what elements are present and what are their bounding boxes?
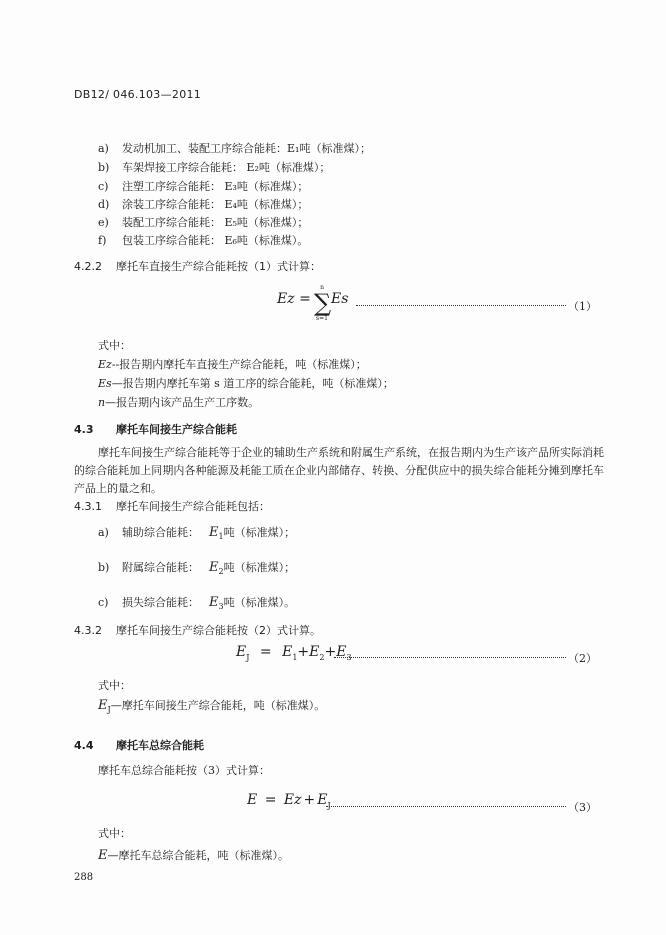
eq3-term2-sub: J — [327, 800, 331, 810]
eq2-term2: E — [309, 644, 320, 660]
list-text: 包装工序综合能耗： E₆吨（标准煤）。 — [122, 234, 309, 247]
equation-number-1: （1） — [568, 300, 597, 313]
eq2-equals: = — [259, 644, 272, 660]
list-label: c) — [98, 596, 109, 609]
def-symbol: E — [98, 698, 108, 713]
section-number: 4.3.1 — [74, 500, 102, 513]
section-4-4 — [74, 737, 204, 753]
energy-subscript: 2 — [218, 567, 224, 577]
leader-dots — [326, 806, 566, 807]
equation-number-2: （2） — [568, 652, 597, 665]
where-label: 式中： — [98, 679, 131, 692]
list-label: b) — [98, 161, 110, 174]
summation-block — [314, 284, 330, 322]
section-number: 4.2.2 — [74, 260, 102, 273]
list-text: 吨（标准煤）。 — [223, 596, 296, 609]
list-item — [98, 559, 295, 576]
eq3-term2: E — [317, 792, 328, 808]
equation-1 — [277, 291, 311, 307]
definition-n — [98, 394, 259, 410]
def-symbol: Es — [98, 377, 112, 390]
definition-es — [98, 375, 394, 391]
list-item — [98, 140, 371, 156]
list-item — [98, 524, 295, 541]
eq3-lhs: E — [247, 792, 258, 808]
page-number: 288 — [74, 872, 94, 883]
definition-e — [98, 847, 289, 863]
paragraph-4-4: 摩托车总综合能耗按（3）式计算： — [98, 764, 270, 777]
list-item — [98, 214, 308, 230]
list-label: c) — [98, 180, 109, 193]
sigma-symbol: ∑ — [314, 289, 332, 317]
section-number: 4.4 — [74, 739, 94, 752]
list-text: 注塑工序综合能耗： E₃吨（标准煤）； — [122, 180, 309, 193]
section-text: 摩托车间接生产综合能耗包括： — [116, 500, 270, 513]
list-item — [98, 196, 308, 212]
eq3-equals: = — [264, 792, 277, 808]
list-label: e) — [98, 216, 109, 229]
list-label: b) — [98, 561, 110, 574]
leader-dots — [334, 657, 566, 658]
eq3-term1: Ez — [283, 792, 302, 808]
list-text: 吨（标准煤）； — [223, 526, 296, 539]
section-text: 摩托车间接生产综合能耗按（2）式计算。 — [116, 624, 321, 637]
def-text: —摩托车总综合能耗，吨（标准煤）。 — [107, 849, 289, 862]
energy-subscript: 3 — [218, 602, 224, 612]
list-label: f) — [98, 234, 107, 247]
sum-upper: n — [320, 284, 324, 291]
eq1-equals: = — [299, 291, 311, 307]
def-text: —报告期内该产品生产工序数。 — [105, 396, 260, 409]
section-4-2-2 — [74, 258, 321, 274]
eq2-plus: + — [297, 644, 310, 660]
energy-symbol: E — [209, 595, 219, 610]
eq2-term1-sub: 1 — [292, 652, 298, 662]
list-text: 附属综合能耗： — [122, 561, 199, 574]
section-title: 摩托车总综合能耗 — [116, 739, 204, 752]
energy-symbol: E — [209, 525, 219, 540]
list-text: 涂装工序综合能耗： E₄吨（标准煤）； — [122, 198, 309, 211]
section-4-3-2 — [74, 622, 321, 638]
list-item — [98, 232, 308, 248]
eq2-term1: E — [282, 644, 293, 660]
list-text: 发动机加工、装配工序综合能耗：E₁吨（标准煤）； — [122, 142, 371, 155]
def-symbol-sub: J — [107, 705, 111, 715]
leader-dots — [356, 305, 566, 306]
list-text: 辅助综合能耗： — [122, 526, 199, 539]
definition-ez — [98, 356, 367, 372]
eq2-plus: + — [324, 644, 337, 660]
equation-3 — [247, 792, 331, 810]
section-4-3-1 — [74, 498, 270, 514]
list-label: a) — [98, 526, 109, 539]
list-item — [98, 594, 295, 611]
def-text: --报告期内摩托车直接生产综合能耗，吨（标准煤）； — [111, 358, 367, 371]
section-number: 4.3 — [74, 423, 94, 436]
where-label: 式中： — [98, 339, 131, 352]
list-text: 吨（标准煤）； — [223, 561, 296, 574]
def-symbol: Ez — [98, 358, 112, 371]
section-title: 摩托车间接生产综合能耗 — [116, 423, 237, 436]
eq2-term3-sub: 3 — [346, 652, 352, 662]
list-label: a) — [98, 142, 109, 155]
list-item — [98, 178, 308, 194]
list-text: 装配工序综合能耗： E₅吨（标准煤）； — [122, 216, 309, 229]
list-item — [98, 159, 330, 175]
list-label: d) — [98, 198, 110, 211]
section-text: 摩托车直接生产综合能耗按（1）式计算： — [116, 260, 321, 273]
energy-subscript: 1 — [218, 532, 224, 542]
def-symbol: n — [98, 396, 106, 409]
def-text: —报告期内摩托车第 s 道工序的综合能耗，吨（标准煤）； — [111, 377, 394, 390]
document-header: DB12/ 046.103—2011 — [74, 88, 202, 101]
eq2-lhs-sub: J — [246, 652, 250, 662]
energy-symbol: E — [209, 560, 219, 575]
paragraph-4-3: 摩托车间接生产综合能耗等于企业的辅助生产系统和附属生产系统，在报告期内为生产该产品所实际消耗的综合能耗加上同期内各种能源及耗能工质在企业内部储存、转换、分配供应中的损失综合能耗分摊到摩托车产品上的量之和。 — [74, 446, 604, 495]
eq3-plus: + — [303, 792, 316, 808]
eq2-lhs: E — [236, 644, 247, 660]
list-text: 车架焊接工序综合能耗： E₂吨（标准煤）； — [122, 161, 331, 174]
equation-2 — [236, 644, 352, 662]
def-symbol: E — [98, 848, 108, 863]
eq1-lhs: Ez — [277, 291, 295, 307]
sum-lower: s=1 — [316, 315, 328, 322]
eq1-rhs: Es — [331, 291, 349, 307]
section-4-3 — [74, 421, 237, 437]
eq2-term2-sub: 2 — [319, 652, 325, 662]
definition-ej — [98, 697, 325, 714]
section-number: 4.3.2 — [74, 624, 102, 637]
list-text: 损失综合能耗： — [122, 596, 199, 609]
eq2-term3: E — [336, 644, 347, 660]
def-text: —摩托车间接生产综合能耗，吨（标准煤）。 — [110, 699, 326, 712]
equation-number-3: （3） — [568, 801, 597, 814]
where-label: 式中： — [98, 827, 131, 840]
